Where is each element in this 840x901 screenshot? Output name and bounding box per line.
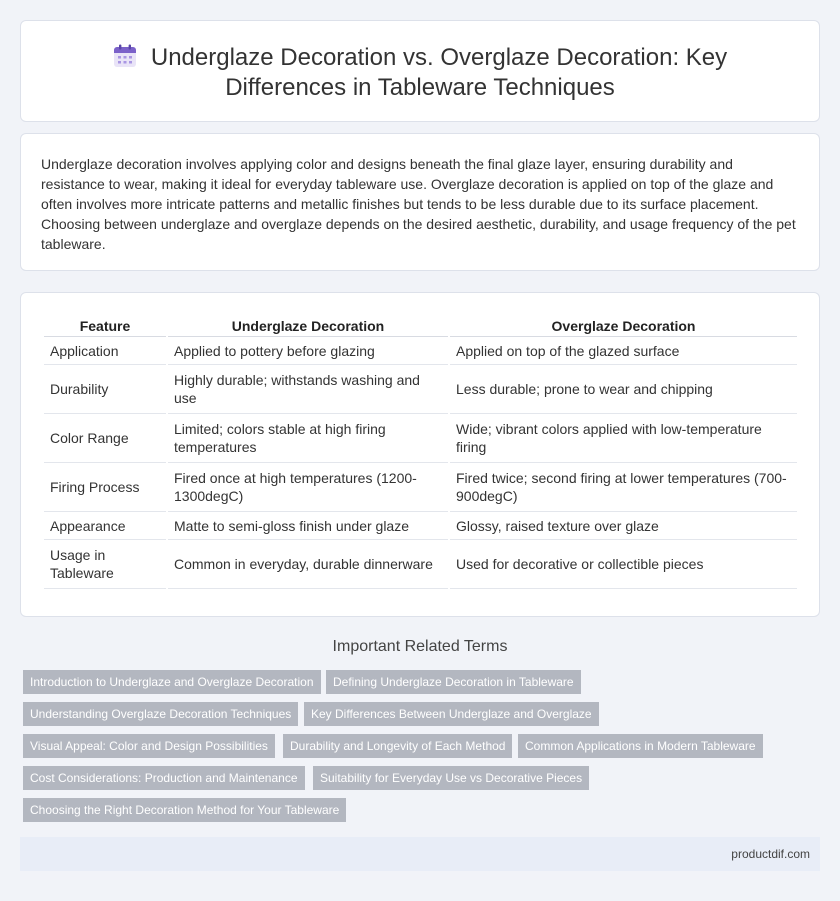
table-header-row: [44, 315, 797, 337]
related-term-tag[interactable]: Cost Considerations: Production and Maintenance: [23, 766, 305, 790]
overglaze-cell: Glossy, raised texture over glaze: [450, 512, 797, 540]
table-row: [44, 337, 797, 365]
feature-cell: Color Range: [44, 414, 166, 463]
comparison-table: [42, 315, 799, 589]
comparison-card: [20, 292, 820, 617]
feature-cell: Durability: [44, 365, 166, 414]
intro-paragraph: Underglaze decoration involves applying color and designs beneath the final glaze layer, ensuring durability and resistance to wear, making it ideal for everyday tableware use. Overglaze decoration is applied on top of the glaze and often involves more intricate patterns and metallic finishes but tends to be less durable due to its surface placement. Choosing between underglaze and overglaze depends on the desired aesthetic, durability, and usage frequency of the pet tableware.: [41, 156, 796, 252]
underglaze-cell: Common in everyday, durable dinnerware: [168, 540, 448, 589]
related-term-tag[interactable]: Visual Appeal: Color and Design Possibilities: [23, 734, 275, 758]
underglaze-cell: Limited; colors stable at high firing temperatures: [168, 414, 448, 463]
intro-card: [20, 133, 820, 271]
feature-cell: Application: [44, 337, 166, 365]
related-term-tag[interactable]: Common Applications in Modern Tableware: [518, 734, 763, 758]
title-wrap: [21, 43, 819, 103]
related-term-tag[interactable]: Introduction to Underglaze and Overglaze Decoration: [23, 670, 321, 694]
table-row: [44, 512, 797, 540]
related-term-tag[interactable]: Choosing the Right Decoration Method for Your Tableware: [23, 798, 346, 822]
related-term-tag[interactable]: Defining Underglaze Decoration in Tableware: [326, 670, 581, 694]
related-term-tag[interactable]: Key Differences Between Underglaze and Overglaze: [304, 702, 599, 726]
page-title-text: Underglaze Decoration vs. Overglaze Decoration: Key Differences in Tableware Techniques: [150, 44, 728, 101]
table-row: [44, 414, 797, 463]
overglaze-cell: Fired twice; second firing at lower temperatures (700-900degC): [450, 463, 797, 512]
underglaze-cell: Matte to semi-gloss finish under glaze: [168, 512, 448, 540]
table-row: [44, 463, 797, 512]
page-title: [51, 43, 789, 103]
title-card: [20, 20, 820, 122]
related-term-tag[interactable]: Suitability for Everyday Use vs Decorative Pieces: [313, 766, 589, 790]
header-underglaze: Underglaze Decoration: [168, 315, 448, 337]
footer: [20, 837, 820, 871]
overglaze-cell: Less durable; prone to wear and chipping: [450, 365, 797, 414]
feature-cell: Firing Process: [44, 463, 166, 512]
underglaze-cell: Highly durable; withstands washing and use: [168, 365, 448, 414]
header-overglaze: Overglaze Decoration: [450, 315, 797, 337]
table-row: [44, 365, 797, 414]
feature-cell: Appearance: [44, 512, 166, 540]
feature-cell: Usage in Tableware: [44, 540, 166, 589]
table-row: [44, 540, 797, 589]
related-term-tag[interactable]: Understanding Overglaze Decoration Techniques: [23, 702, 298, 726]
footer-site-link[interactable]: productdif.com: [731, 847, 810, 861]
overglaze-cell: Wide; vibrant colors applied with low-temperature firing: [450, 414, 797, 463]
underglaze-cell: Fired once at high temperatures (1200-1300degC): [168, 463, 448, 512]
calendar-icon: [113, 44, 137, 68]
overglaze-cell: Applied on top of the glazed surface: [450, 337, 797, 365]
underglaze-cell: Applied to pottery before glazing: [168, 337, 448, 365]
related-term-tag[interactable]: Durability and Longevity of Each Method: [283, 734, 512, 758]
header-feature: Feature: [44, 315, 166, 337]
overglaze-cell: Used for decorative or collectible pieces: [450, 540, 797, 589]
related-terms-heading: Important Related Terms: [332, 638, 508, 655]
